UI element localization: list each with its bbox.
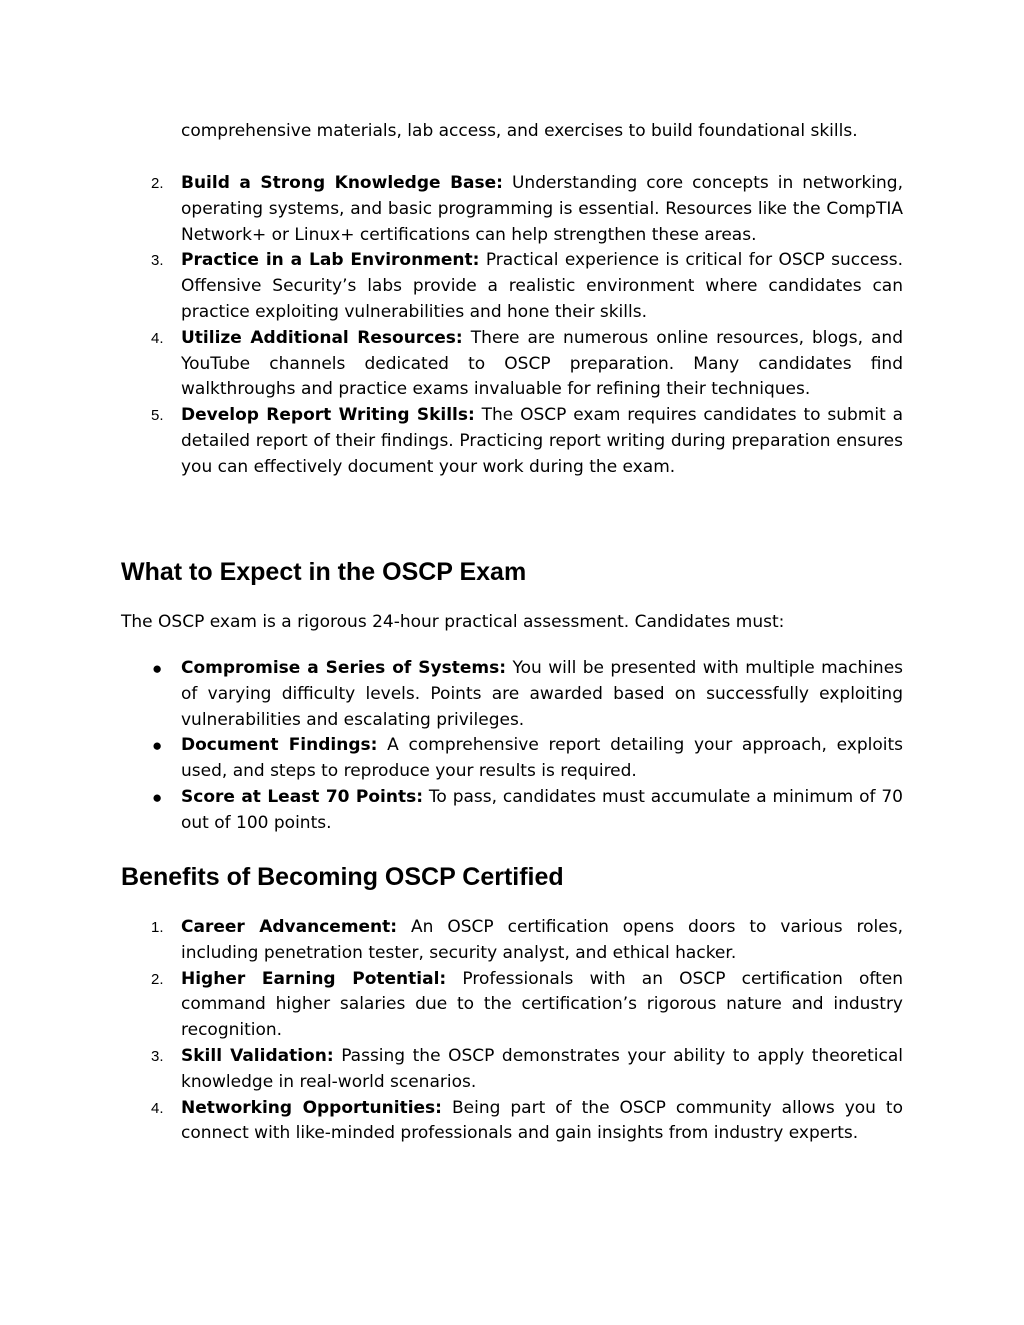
list-item — [121, 967, 903, 1044]
bullet-marker: ● — [152, 736, 163, 756]
list-item-text: Practical experience is critical for OSCP success. Offensive Security’s labs provide a realistic environment where candidates can practice exploiting vulnerabilities and hone their skills. — [181, 250, 904, 322]
list-item-text: An OSCP certification opens doors to various roles, including penetration tester, security analyst, and ethical hacker. — [181, 917, 904, 963]
list-number: 4. — [151, 329, 164, 347]
list-number: 2. — [151, 175, 164, 192]
bullet-marker: ● — [152, 787, 163, 807]
list-item-term: Compromise a Series of Systems: — [181, 658, 507, 678]
bullet-marker: ● — [152, 659, 163, 678]
list-number: 5. — [151, 407, 164, 425]
list-item-text: The OSCP exam requires candidates to submit a detailed report of their findings. Practicing report writing during preparation ensures you can effectively document your work during the exam. — [181, 405, 903, 477]
continued-list-item-text: comprehensive materials, lab access, and exercises to build foundational skills. — [181, 121, 858, 141]
list-item-term: Higher Earning Potential: — [181, 968, 447, 989]
list-item-term: Develop Report Writing Skills: — [181, 405, 475, 426]
exam-intro-paragraph: The OSCP exam is a rigorous 24-hour practical assessment. Candidates must: — [121, 612, 785, 632]
list-item-text: There are numerous online resources, blogs, and YouTube channels dedicated to OSCP preparation. Many candidates find walkthroughs and practice exams invaluable for refining their techniques. — [181, 327, 904, 400]
list-item — [121, 785, 903, 837]
list-item — [121, 656, 903, 733]
list-item-term: Document Findings: — [181, 735, 378, 756]
list-item-term: Skill Validation: — [181, 1045, 334, 1066]
list-item-text: You will be presented with multiple machines of varying difficulty levels. Points are awarded based on successfully exploiting vulnerabilities and escalating privileges. — [181, 658, 904, 730]
list-number: 3. — [151, 252, 164, 270]
list-item-term: Networking Opportunities: — [181, 1097, 442, 1118]
list-item-text: A comprehensive report detailing your approach, exploits used, and steps to reproduce your results is required. — [181, 735, 904, 782]
list-number: 2. — [151, 970, 164, 988]
list-item-term: Practice in a Lab Environment: — [181, 250, 480, 271]
list-number: 1. — [151, 919, 164, 936]
list-item — [121, 1096, 903, 1148]
preparation-list — [121, 171, 903, 481]
exam-requirements-list — [121, 656, 903, 837]
list-item — [121, 915, 903, 967]
section-heading-exam: What to Expect in the OSCP Exam — [121, 558, 527, 586]
list-item — [121, 733, 903, 785]
benefits-list — [121, 915, 903, 1147]
list-item-text: Professionals with an OSCP certification often command higher salaries due to the certification’s rigorous nature and industry recognition. — [181, 968, 903, 1041]
list-item — [121, 248, 903, 325]
list-item-term: Utilize Additional Resources: — [181, 327, 463, 348]
list-item — [121, 171, 903, 248]
list-item-text: To pass, candidates must accumulate a minimum of 70 out of 100 points. — [181, 786, 903, 833]
list-item-term: Build a Strong Knowledge Base: — [181, 173, 503, 193]
list-item-text: Being part of the OSCP community allows you to connect with like-minded professionals and gain insights from industry experts. — [181, 1097, 903, 1144]
list-item-term: Career Advancement: — [181, 917, 398, 937]
list-item-text: Passing the OSCP demonstrates your ability to apply theoretical knowledge in real-world scenarios. — [181, 1045, 904, 1092]
section-heading-benefits: Benefits of Becoming OSCP Certified — [121, 863, 564, 891]
list-item — [121, 403, 903, 480]
list-item — [121, 326, 903, 403]
list-item — [121, 1044, 903, 1096]
list-number: 3. — [151, 1047, 164, 1065]
list-item-text: Understanding core concepts in networking, operating systems, and basic programming is essential. Resources like the CompTIA Network+ or Linux+ certifications can help strengthen these areas. — [181, 173, 903, 245]
list-item-term: Score at Least 70 Points: — [181, 786, 423, 807]
list-number: 4. — [151, 1099, 164, 1117]
